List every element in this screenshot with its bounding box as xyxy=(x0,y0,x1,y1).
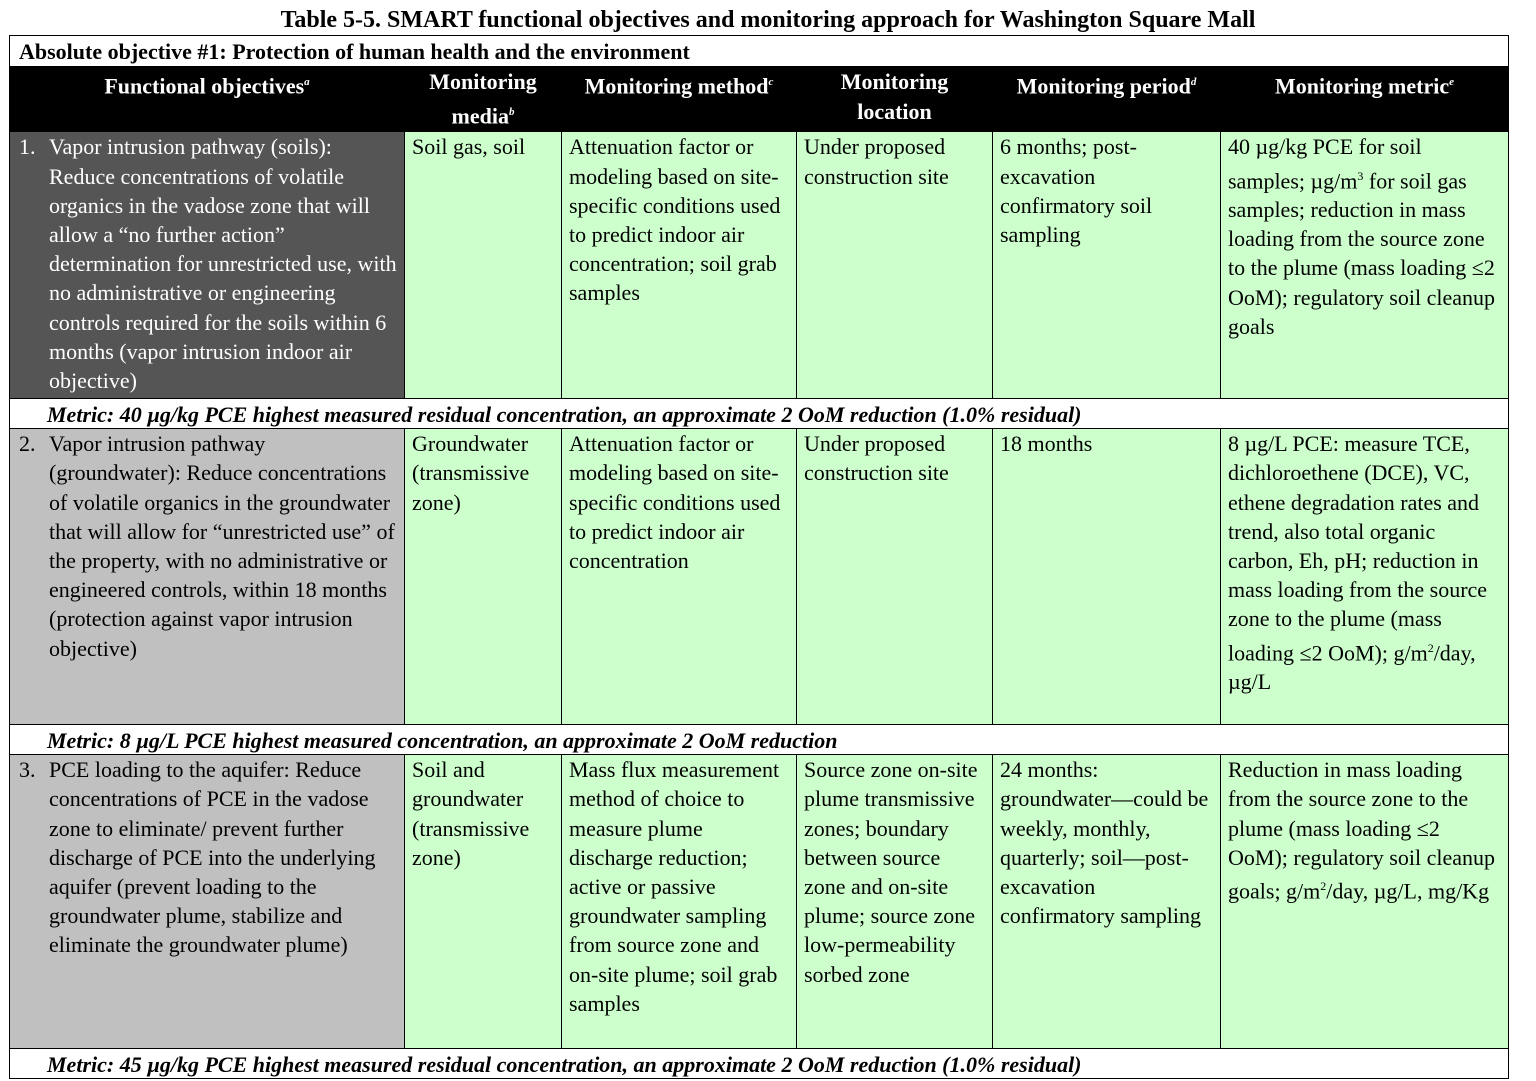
monitoring-location-cell: Source zone on-site plume transmissive zones; boundary between source zone and on-site plume; source zone low-permeability sorbed zone xyxy=(797,755,993,1049)
absolute-objective: Absolute objective #1: Protection of human health and the environment xyxy=(10,36,1509,67)
objective-number: 3. xyxy=(19,757,36,783)
header-row xyxy=(10,67,1509,132)
table-title: Table 5-5. SMART functional objectives and monitoring approach for Washington Square Mall xyxy=(280,7,1256,33)
monitoring-method-cell: Attenuation factor or modeling based on site-specific conditions used to predict indoor air concentration xyxy=(562,429,797,725)
header-monitoring-period: Monitoring period$^d$ xyxy=(993,67,1221,132)
functional-objective-cell xyxy=(10,755,405,1049)
table-row xyxy=(10,429,1509,725)
monitoring-metric-cell: 40 µg/kg PCE for soil samples; $\mu g/m^3$ for soil gas samples; reduction in mass loading from the source zone to the plume (mass loading ≤2 OoM); regulatory soil cleanup goals xyxy=(1221,132,1509,399)
monitoring-media-cell: Groundwater (transmissive zone) xyxy=(405,429,562,725)
monitoring-metric-cell: Reduction in mass loading from the source zone to the plume (mass loading ≤2 OoM); regulatory soil cleanup goals; $g/m^2$/day, µg/L, mg/Kg xyxy=(1221,755,1509,1049)
monitoring-method-cell: Mass flux measurement method of choice to measure plume discharge reduction; active or passive groundwater sampling from source zone and on-site plume; soil grab samples xyxy=(562,755,797,1049)
monitoring-location-cell: Under proposed construction site xyxy=(797,132,993,399)
header-monitoring-metric: Monitoring metric$^e$ xyxy=(1221,67,1509,132)
metric-summary: Metric: 8 µg/L PCE highest measured concentration, an approximate 2 OoM reduction xyxy=(10,725,1509,755)
monitoring-period-cell: 18 months xyxy=(993,429,1221,725)
metric-summary-row xyxy=(10,399,1509,429)
objective-text: Vapor intrusion pathway (soils): Reduce concentrations of volatile organics in the vadose zone that will allow a “no further action” determination for unrestricted use, with no administrative or engineering controls required for the soils within 6 months (vapor intrusion indoor air objective) xyxy=(49,134,397,393)
monitoring-period-cell: 24 months: groundwater—could be weekly, monthly, quarterly; soil—post-excavation confirmatory sampling xyxy=(993,755,1221,1049)
header-monitoring-location: Monitoring location xyxy=(797,67,993,132)
monitoring-location-cell: Under proposed construction site xyxy=(797,429,993,725)
table-row xyxy=(10,132,1509,399)
functional-objective-cell xyxy=(10,429,405,725)
metric-summary: Metric: 45 µg/kg PCE highest measured residual concentration, an approximate 2 OoM reduction (1.0% residual) xyxy=(10,1049,1509,1079)
monitoring-method-cell: Attenuation factor or modeling based on site-specific conditions used to predict indoor air concentration; soil grab samples xyxy=(562,132,797,399)
monitoring-media-cell: Soil and groundwater (transmissive zone) xyxy=(405,755,562,1049)
monitoring-media-cell: Soil gas, soil xyxy=(405,132,562,399)
objective-number: 2. xyxy=(19,431,36,457)
table-row xyxy=(10,755,1509,1049)
header-functional-objectives: Functional objectives$^a$ xyxy=(10,67,405,132)
metric-summary-row xyxy=(10,725,1509,755)
metric-summary-row xyxy=(10,1049,1509,1079)
header-monitoring-method: Monitoring method$^c$ xyxy=(562,67,797,132)
monitoring-period-cell: 6 months; post-excavation confirmatory soil sampling xyxy=(993,132,1221,399)
objective-text: Vapor intrusion pathway (groundwater): Reduce concentrations of volatile organics in the groundwater that will allow for “unrestricted use” of the property, with no administrative or engineered controls, within 18 months (protection against vapor intrusion objective) xyxy=(49,431,395,661)
smart-objectives-table xyxy=(9,35,1509,1079)
header-monitoring-media: Monitoring media$^b$ xyxy=(405,67,562,132)
absolute-objective-row xyxy=(10,36,1509,67)
functional-objective-cell xyxy=(10,132,405,399)
objective-text: PCE loading to the aquifer: Reduce concentrations of PCE in the vadose zone to eliminate/ prevent further discharge of PCE into the underlying aquifer (prevent loading to the groundwater plume, stabilize and eliminate the groundwater plume) xyxy=(49,757,376,958)
objective-number: 1. xyxy=(19,134,36,160)
monitoring-metric-cell: 8 µg/L PCE: measure TCE, dichloroethene (DCE), VC, ethene degradation rates and trend, also total organic carbon, Eh, pH; reduction in mass loading from the source zone to the plume (mass loading ≤2 OoM); $g/m^2$/day, µg/L xyxy=(1221,429,1509,725)
metric-summary: Metric: 40 µg/kg PCE highest measured residual concentration, an approximate 2 OoM reduction (1.0% residual) xyxy=(10,399,1509,429)
